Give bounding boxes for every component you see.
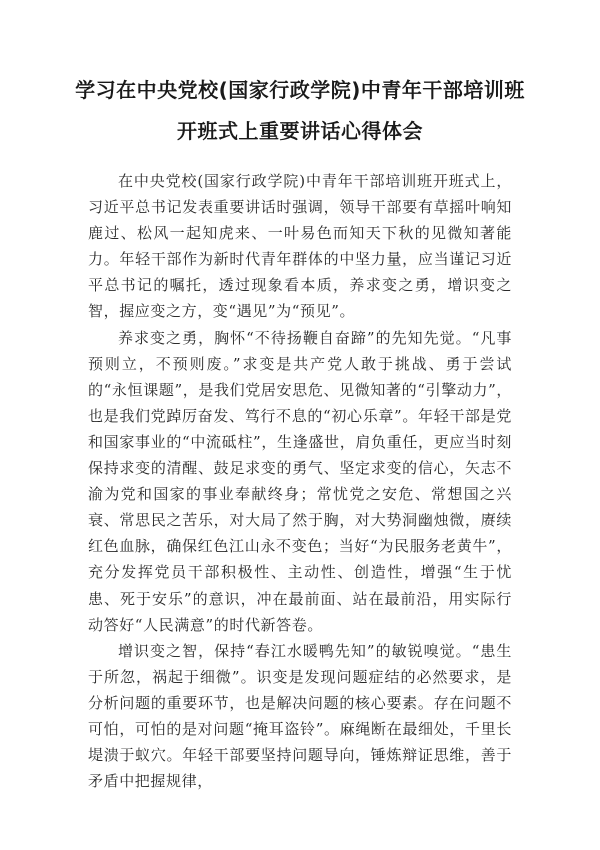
paragraph-courage: 养求变之勇，胸怀“不待扬鞭自奋蹄”的先知先觉。“凡事预则立，不预则废。”求变是共产党人敢于挑战、勇于尝试的“永恒课题”，是我们党居安思危、见微知著的“引擎动力”，也是我们党踔厉奋发、笃行不息的“初心乐章”。年轻干部是党和国家事业的“中流砥柱”，生逢盛世，肩负重任，更应当时刻保持求变的清醒、鼓足求变的勇气、坚定求变的信心，矢志不渝为党和国家的事业奉献终身；常忧党之安危、常想国之兴衰、常思民之苦乐，对大局了然于胸，对大势洞幽烛微，赓续红色血脉，确保红色江山永不变色；当好“为民服务老黄牛”，充分发挥党员干部积极性、主动性、创造性，增强“生于忧患、死于安乐”的意识，冲在最前面、站在最前沿，用实际行动答好“人民满意”的时代新答卷。	[88, 328, 512, 634]
title-line-2: 开班式上重要讲话心得体会	[177, 119, 423, 143]
document-body	[88, 168, 512, 794]
paragraph-intro: 在中央党校(国家行政学院)中青年干部培训班开班式上，习近平总书记发表重要讲话时强调，领导干部要有草摇叶响知鹿过、松风一起知虎来、一叶易色而知天下秋的见微知著能力。年轻干部作为新时代青年群体的中坚力量，应当谨记习近平总书记的嘱托，透过现象看本质，养求变之勇，增识变之智，握应变之方，变“遇见”为“预见”。	[88, 172, 512, 321]
paragraph-wisdom: 增识变之智，保持“春江水暖鸭先知”的敏锐嗅觉。“患生于所忽，祸起于细微”。识变是发现问题症结的必然要求，是分析问题的重要环节，也是解决问题的核心要素。存在问题不可怕，可怕的是对问题“掩耳盗铃”。麻绳断在最细处，千里长堤溃于蚁穴。年轻干部要坚持问题导向，锤炼辩证思维，善于矛盾中把握规律，	[88, 641, 512, 791]
title-line-1: 学习在中央党校(国家行政学院)中青年干部培训班	[75, 78, 525, 102]
